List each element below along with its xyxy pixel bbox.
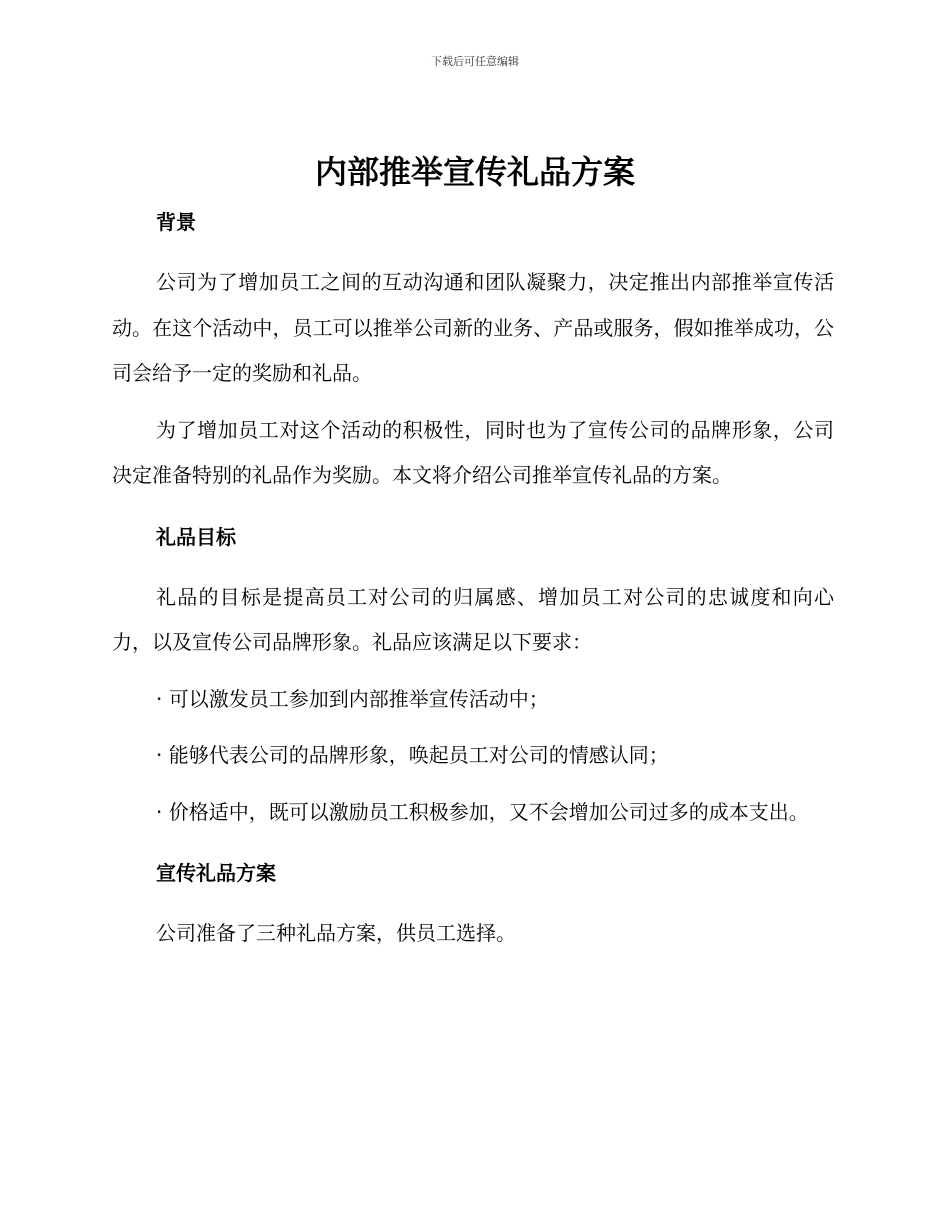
page-header-note: 下载后可任意编辑 [431,55,519,68]
gift-goal-bullet-2: · 能够代表公司的品牌形象，唤起员工对公司的情感认同； [156,743,669,767]
document-body [112,204,834,968]
gift-goal-bullet-3: · 价格适中，既可以激励员工积极参加，又不会增加公司过多的成本支出。 [156,799,809,824]
gift-plan-paragraph: 公司准备了三种礼品方案，供员工选择。 [156,921,516,945]
document-title: 内部推举宣传礼品方案 [314,153,635,191]
gift-goal-bullet-1: · 可以激发员工参加到内部推举宣传活动中； [156,686,549,711]
background-paragraph-1: 公司为了增加员工之间的互动沟通和团队凝聚力，决定推出内部推举宣传活动。在这个活动中，员工可以推举公司新的业务、产品或服务，假如推举成功，公司会给予一定的奖励和礼品。 [112,270,834,385]
gift-goal-paragraph: 礼品的目标是提高员工对公司的归属感、增加员工对公司的忠诚度和向心力，以及宣传公司品牌形象。礼品应该满足以下要求： [112,584,834,654]
section-heading-gift-plan: 宣传礼品方案 [156,861,276,885]
background-paragraph-2: 为了增加员工对这个活动的积极性，同时也为了宣传公司的品牌形象，公司决定准备特别的礼品作为奖励。本文将介绍公司推举宣传礼品的方案。 [112,417,834,487]
section-heading-background: 背景 [156,210,196,234]
section-heading-gift-goal: 礼品目标 [156,524,236,549]
